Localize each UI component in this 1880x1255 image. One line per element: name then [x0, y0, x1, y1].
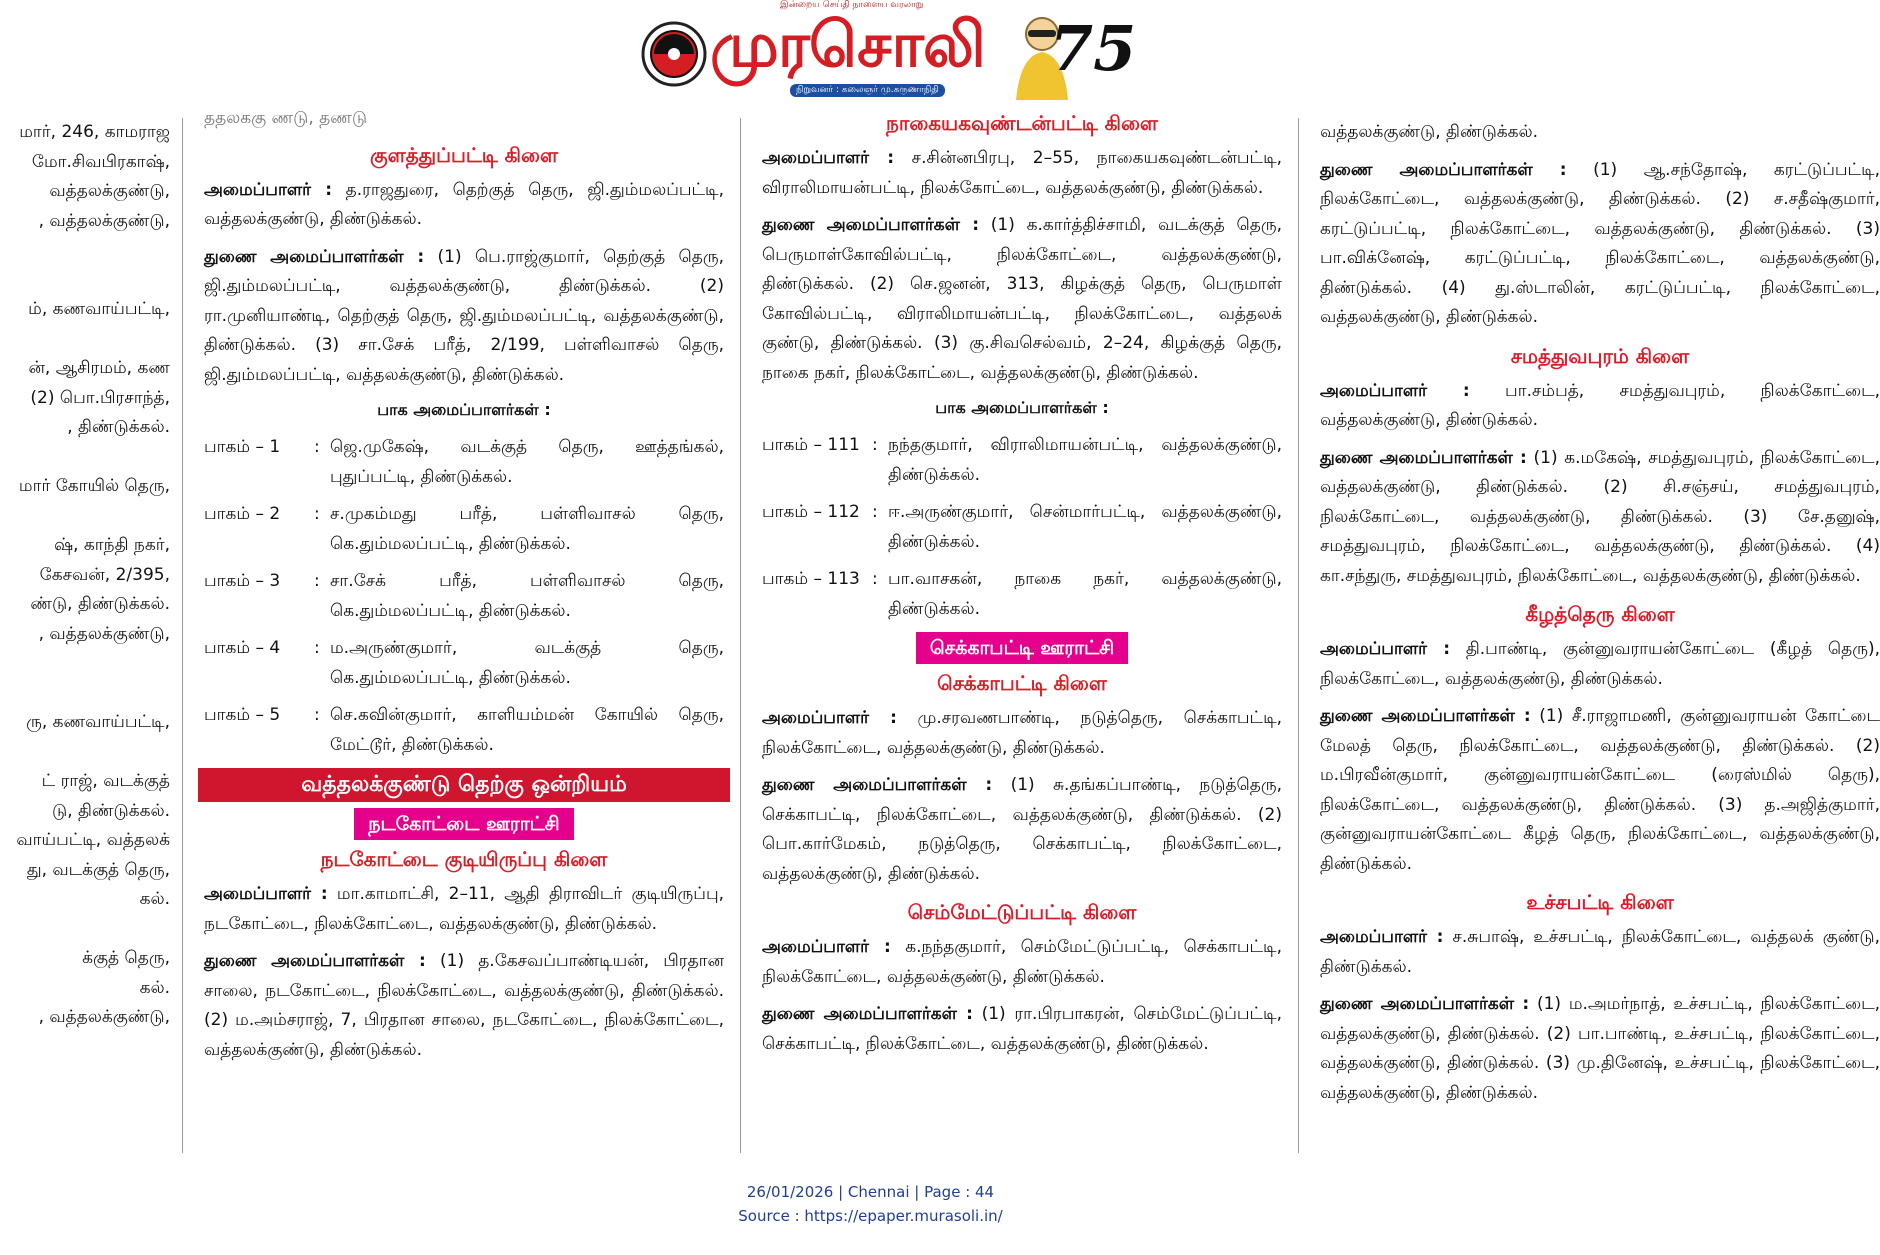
cut-off-line: கல். — [139, 977, 170, 998]
booth-organiser: செ.கவின்குமார், காளியம்மன் கோயில் தெரு, மேட்டூர், திண்டுக்கல். — [330, 705, 724, 755]
masthead-logo: முரசொலி — [710, 8, 985, 81]
cut-off-line: ஷ், காந்தி நகர், — [54, 535, 170, 555]
cut-off-line: க்குத் தெரு, — [82, 948, 170, 968]
branch-heading: செக்காபட்டி கிளை — [937, 671, 1107, 695]
colon-separator: : — [314, 571, 320, 591]
cut-off-line: , வத்தலக்குண்டு, — [38, 210, 170, 231]
booth-organiser: ச.முகம்மது பரீத், பள்ளிவாசல் தெரு, கெ.தும்மலப்பட்டி, திண்டுக்கல். — [330, 504, 724, 554]
organiser-label: அமைப்பாளர் : — [204, 884, 328, 904]
cut-off-line: ண்டு, திண்டுக்கல். — [30, 594, 170, 614]
organiser-text: மு.சரவணபாண்டி, நடுத்தெரு, செக்காபட்டி, நிலக்கோட்டை, வத்தலக்குண்டு, திண்டுக்கல். — [762, 708, 1283, 758]
column-rule — [182, 118, 183, 1153]
booth-organiser: ஜெ.முகேஷ், வடக்குத் தெரு, ஊத்தங்கல், புதுப்பட்டி, திண்டுக்கல். — [330, 437, 724, 487]
organiser-paragraph — [762, 704, 1282, 763]
deputy-text: (1) த.கேசவப்பாண்டியன், பிரதான சாலை, நடகோட்டை, நிலக்கோட்டை, வத்தலக்குண்டு, திண்டுக்கல். (2) ம.அம்சராஜ், 7, பிரதான சாலை, நடகோட்டை, நிலக்கோட்டை, வத்தலக்குண்டு, திண்டுக்கல். — [204, 951, 725, 1060]
cut-off-line: கேசவன், 2/395, — [39, 564, 170, 585]
cut-off-line — [0, 443, 170, 473]
booth-list — [204, 433, 724, 760]
booth-number: பாகம் – 2 — [204, 504, 281, 524]
cut-off-line: மோ.சிவபிரகாஷ், — [31, 151, 170, 172]
anniversary-emblem — [1010, 8, 1137, 100]
branch-heading: நடகோட்டை குடியிருப்பு கிளை — [320, 847, 608, 871]
cut-off-line: மார், 246, காமராஜ — [19, 122, 170, 142]
deputy-paragraph — [762, 1000, 1282, 1059]
deputy-paragraph — [762, 211, 1282, 388]
organiser-paragraph — [1320, 635, 1880, 694]
organiser-label: அமைப்பாளர் : — [762, 148, 895, 168]
booth-number: பாகம் – 111 — [762, 435, 860, 455]
cut-off-line: ன், ஆசிரமம், கண — [28, 358, 170, 378]
deputy-label: துணை அமைப்பாளர்கள் : — [762, 215, 980, 235]
deputy-text: (1) ம.அமர்நாத், உச்சபட்டி, நிலக்கோட்டை, வத்தலக்குண்டு, திண்டுக்கல். (2) பா.பாண்டி, உச்சபட்டி, நிலக்கோட்டை, வத்தலக்குண்டு, திண்டுக்கல். (3) மு.தினேஷ், உச்சபட்டி, நிலக்கோட்டை, வத்தலக்குண்டு, திண்டுக்கல். — [1320, 994, 1880, 1103]
cut-off-line: டு, திண்டுக்கல். — [52, 800, 170, 821]
deputy-text: (1) பெ.ராஜ்குமார், தெற்குத் தெரு, ஜி.தும்மலப்பட்டி, வத்தலக்குண்டு, திண்டுக்கல். (2) ரா.முனியாண்டி, தெற்குத் தெரு, ஜி.தும்மலப்பட்டி, வத்தலக்குண்டு, திண்டுக்கல். (3) சா.சேக் பரீத், 2/199, பள்ளிவாசல் தெரு, ஜி.தும்மலப்பட்டி, வத்தலக்குண்டு, திண்டுக்கல். — [204, 246, 724, 385]
cut-off-line: , வத்தலக்குண்டு, — [38, 623, 170, 644]
organiser-text: பா.சம்பத், சமத்துவபுரம், நிலக்கோட்டை, வத்தலக்குண்டு, திண்டுக்கல். — [1320, 380, 1880, 430]
cut-off-line — [0, 679, 170, 709]
source-link[interactable]: Source : https://epaper.murasoli.in/ — [738, 1207, 1003, 1225]
colon-separator: : — [314, 504, 320, 524]
booth-organisers-title: பாக அமைப்பாளர்கள் : — [377, 400, 551, 419]
organiser-label: அமைப்பாளர் : — [204, 179, 333, 200]
booth-organisers-title: பாக அமைப்பாளர்கள் : — [935, 398, 1109, 417]
booth-number: பாகம் – 112 — [762, 502, 860, 522]
organiser-label: அமைப்பாளர் : — [1320, 380, 1470, 401]
colon-separator: : — [872, 435, 878, 455]
booth-organiser: ம.அருண்குமார், வடக்குத் தெரு, கெ.தும்மலப்பட்டி, திண்டுக்கல். — [330, 638, 724, 688]
masthead-founder-badge: நிறுவனர் : கலைஞர் மு.கருணாநிதி — [790, 84, 945, 97]
deputy-text: (1) ரா.பிரபாகரன், செம்மேட்டுப்பட்டி, செக்காபட்டி, நிலக்கோட்டை, வத்தலக்குண்டு, திண்டுக்கல். — [762, 1004, 1282, 1054]
organiser-paragraph — [762, 933, 1282, 992]
cut-off-line: வத்தலக்குண்டு, — [49, 181, 170, 201]
branch-heading: செம்மேட்டுப்பட்டி கிளை — [907, 900, 1137, 924]
booth-number: பாகம் – 1 — [204, 437, 281, 457]
panchayat-pill: செக்காபட்டி ஊராட்சி — [916, 632, 1128, 664]
organiser-text: மா.காமாட்சி, 2–11, ஆதி திராவிடர் குடியிருப்பு, நடகோட்டை, நிலக்கோட்டை, வத்தலக்குண்டு, திண்டுக்கல். — [204, 884, 725, 934]
colon-separator: : — [314, 437, 320, 457]
cut-off-line: , திண்டுக்கல். — [67, 417, 170, 437]
deputy-paragraph — [1320, 156, 1880, 333]
date-edition-page: 26/01/2026 | Chennai | Page : 44 — [746, 1183, 995, 1201]
cut-off-line: (2) பொ.பிரசாந்த், — [30, 387, 170, 408]
deputy-text: (1) க.மகேஷ், சமத்துவபுரம், நிலக்கோட்டை, வத்தலக்குண்டு, திண்டுக்கல். (2) சி.சஞ்சய், சமத்துவபுரம், நிலக்கோட்டை, வத்தலக்குண்டு, திண்டுக்கல். (3) சே.தனுஷ், சமத்துவபுரம், நிலக்கோட்டை, வத்தலக்குண்டு, திண்டுக்கல். (4) கா.சந்துரு, சமத்துவபுரம், நிலக்கோட்டை, வத்தலக்குண்டு, திண்டுக்கல். — [1320, 447, 1880, 586]
deputy-paragraph — [1320, 444, 1880, 592]
masthead-tagline: இன்றைய செய்தி நாளைய வரலாறு — [780, 0, 924, 10]
cut-off-line — [0, 266, 170, 296]
anniversary-number: 75 — [1050, 12, 1137, 85]
branch-heading: சமத்துவபுரம் கிளை — [1510, 343, 1690, 368]
booth-row — [762, 431, 1282, 490]
colon-separator: : — [872, 569, 878, 589]
deputy-label: துணை அமைப்பாளர்கள் : — [1320, 706, 1531, 726]
organiser-text: தி.பாண்டி, குன்னுவராயன்கோட்டை (கீழத் தெரு), நிலக்கோட்டை, வத்தலக்குண்டு, திண்டுக்கல். — [1320, 639, 1880, 689]
continued-text: வத்தலக்குண்டு, திண்டுக்கல். — [1320, 122, 1539, 142]
column-rule — [740, 118, 741, 1153]
cut-off-line: மார் கோயில் தெரு, — [18, 476, 170, 496]
organiser-paragraph — [1320, 377, 1880, 436]
booth-number: பாகம் – 3 — [204, 571, 281, 591]
deputy-label: துணை அமைப்பாளர்கள் : — [1320, 994, 1530, 1014]
deputy-label: துணை அமைப்பாளர்கள் : — [204, 246, 425, 267]
union-banner: வத்தலக்குண்டு தெற்கு ஒன்றியம் — [198, 768, 730, 802]
booth-organiser: நந்தகுமார், விராலிமாயன்பட்டி, வத்தலக்குண்டு, திண்டுக்கல். — [888, 435, 1282, 485]
deputy-label: துணை அமைப்பாளர்கள் : — [762, 775, 993, 795]
organiser-paragraph — [762, 144, 1282, 203]
cut-off-line: ரு, கணவாய்பட்டி, — [26, 712, 170, 732]
organiser-text: க.நந்தகுமார், செம்மேட்டுப்பட்டி, செக்காபட்டி, நிலக்கோட்டை, வத்தலக்குண்டு, திண்டுக்கல். — [762, 937, 1282, 987]
page-footer — [0, 1180, 1741, 1228]
booth-number: பாகம் – 5 — [204, 705, 281, 725]
cut-off-line: ம், கணவாய்பட்டி, — [28, 299, 170, 319]
booth-list — [762, 431, 1282, 624]
column-3 — [1312, 118, 1880, 1153]
cut-off-line — [0, 649, 170, 679]
cut-off-line: து, வடக்குத் தெரு, — [26, 859, 170, 880]
booth-number: பாகம் – 4 — [204, 638, 281, 658]
cut-off-line — [0, 915, 170, 945]
cut-off-line: , வத்தலக்குண்டு, — [38, 1007, 170, 1027]
deputy-label: துணை அமைப்பாளர்கள் : — [204, 951, 426, 971]
deputy-text: (1) ஆ.சந்தோஷ், கரட்டுப்பட்டி, நிலக்கோட்டை, வத்தலக்குண்டு, திண்டுக்கல். (2) ச.சதீஷ்குமார், கரட்டுப்பட்டி, நிலக்கோட்டை, வத்தலக்குண்டு, திண்டுக்கல். (3) பா.விக்னேஷ், கரட்டுப்பட்டி, நிலக்கோட்டை, வத்தலக்குண்டு, திண்டுக்கல். (4) து.ஸ்டாலின், கரட்டுப்பட்டி, நிலக்கோட்டை, வத்தலக்குண்டு, திண்டுக்கல். — [1320, 159, 1880, 327]
booth-row — [204, 634, 724, 693]
masthead — [640, 0, 1137, 108]
colon-separator: : — [314, 638, 320, 658]
booth-row — [762, 498, 1282, 557]
deputy-paragraph — [204, 947, 724, 1065]
booth-row — [204, 567, 724, 626]
panchayat-pill: நடகோட்டை ஊராட்சி — [354, 808, 573, 840]
organiser-label: அமைப்பாளர் : — [762, 937, 891, 957]
booth-row — [204, 701, 724, 760]
deputy-paragraph — [1320, 990, 1880, 1108]
booth-row — [204, 433, 724, 492]
branch-heading: கீழத்தெரு கிளை — [1525, 602, 1675, 626]
organiser-label: அமைப்பாளர் : — [1320, 927, 1444, 947]
organiser-text: த.ராஜதுரை, தெற்குத் தெரு, ஜி.தும்மலப்பட்டி, வத்தலக்குண்டு, திண்டுக்கல். — [204, 179, 724, 229]
column-1 — [196, 108, 730, 1153]
booth-number: பாகம் – 113 — [762, 569, 860, 589]
cut-off-line: ட் ராஜ், வடக்குத் — [41, 771, 170, 791]
deputy-label: துணை அமைப்பாளர்கள் : — [1320, 159, 1567, 180]
organiser-paragraph — [204, 176, 724, 235]
deputy-paragraph — [1320, 702, 1880, 879]
cut-off-line: வாய்பட்டி, வத்தலக் — [16, 830, 170, 850]
cut-off-line — [0, 502, 170, 532]
booth-row — [204, 500, 724, 559]
branch-heading: உச்சபட்டி கிளை — [1526, 890, 1674, 914]
branch-heading: நாகையகவுண்டன்பட்டி கிளை — [886, 111, 1158, 135]
deputy-label: துணை அமைப்பாளர்கள் : — [762, 1004, 973, 1024]
booth-organiser: ஈ.அருண்குமார், சென்மார்பட்டி, வத்தலக்குண்டு, திண்டுக்கல். — [888, 502, 1282, 552]
organiser-label: அமைப்பாளர் : — [1320, 639, 1451, 659]
deputy-text: (1) க.கார்த்திச்சாமி, வடக்குத் தெரு, பெருமாள்கோவில்பட்டி, நிலக்கோட்டை, வத்தலக்குண்டு, திண்டுக்கல். (2) செ.ஜனன், 313, கிழக்குத் தெரு, பெருமாள் கோவில்பட்டி, விராலிமாயன்பட்டி, நிலக்கோட்டை, வத்தலக் குண்டு, திண்டுக்கல். (3) கு.சிவசெல்வம், 2–24, கிழக்குத் தெரு, நாகை நகர், நிலக்கோட்டை, வத்தலக்குண்டு, திண்டுக்கல். — [762, 215, 1283, 383]
column-rule — [1298, 118, 1299, 1153]
cut-off-line — [0, 738, 170, 768]
booth-organiser: பா.வாசகன், நாகை நகர், வத்தலக்குண்டு, திண்டுக்கல். — [888, 569, 1282, 619]
organiser-text: ச.சின்னபிரபு, 2–55, நாகையகவுண்டன்பட்டி, விராலிமாயன்பட்டி, நிலக்கோட்டை, வத்தலக்குண்டு, திண்டுக்கல். — [762, 148, 1282, 198]
column-0 — [0, 118, 170, 1153]
colon-separator: : — [872, 502, 878, 522]
cut-off-line — [0, 236, 170, 266]
branch-heading: குளத்துப்பட்டி கிளை — [370, 142, 558, 167]
column-2 — [754, 111, 1288, 1153]
deputy-text: (1) சீ.ராஜாமணி, குன்னுவராயன் கோட்டை மேலத் தெரு, நிலக்கோட்டை, வத்தலக்குண்டு, திண்டுக்கல். (2) ம.பிரவீன்குமார், குன்னுவராயன்கோட்டை (ரைஸ்மில் தெரு), நிலக்கோட்டை, வத்தலக்குண்டு, திண்டுக்கல். (3) த.அஜித்குமார், குன்னுவராயன்கோட்டை கீழத் தெரு, நிலக்கோட்டை, வத்தலக்குண்டு, திண்டுக்கல். — [1320, 706, 1880, 874]
deputy-paragraph — [762, 771, 1282, 889]
deputy-label: துணை அமைப்பாளர்கள் : — [1320, 447, 1527, 468]
party-emblem-icon — [640, 20, 708, 88]
top-fragment: ததலககு ணடு, தணடு — [204, 108, 368, 128]
organiser-paragraph — [1320, 923, 1880, 982]
colon-separator: : — [314, 705, 320, 725]
organiser-label: அமைப்பாளர் : — [762, 708, 897, 728]
booth-organiser: சா.சேக் பரீத், பள்ளிவாசல் தெரு, கெ.தும்மலப்பட்டி, திண்டுக்கல். — [330, 571, 724, 621]
organiser-paragraph — [204, 880, 724, 939]
booth-row — [762, 565, 1282, 624]
cut-off-line — [0, 325, 170, 355]
deputy-paragraph — [204, 243, 724, 391]
organiser-text: ச.சுபாஷ், உச்சபட்டி, நிலக்கோட்டை, வத்தலக் குண்டு, திண்டுக்கல். — [1320, 927, 1880, 977]
cut-off-line: கல். — [139, 889, 170, 909]
deputy-text: (1) சு.தங்கப்பாண்டி, நடுத்தெரு, செக்காபட்டி, நிலக்கோட்டை, வத்தலக்குண்டு, திண்டுக்கல். (2) பொ.கார்மேகம், நடுத்தெரு, செக்காபட்டி, நிலக்கோட்டை, வத்தலக்குண்டு, திண்டுக்கல். — [762, 775, 1283, 884]
